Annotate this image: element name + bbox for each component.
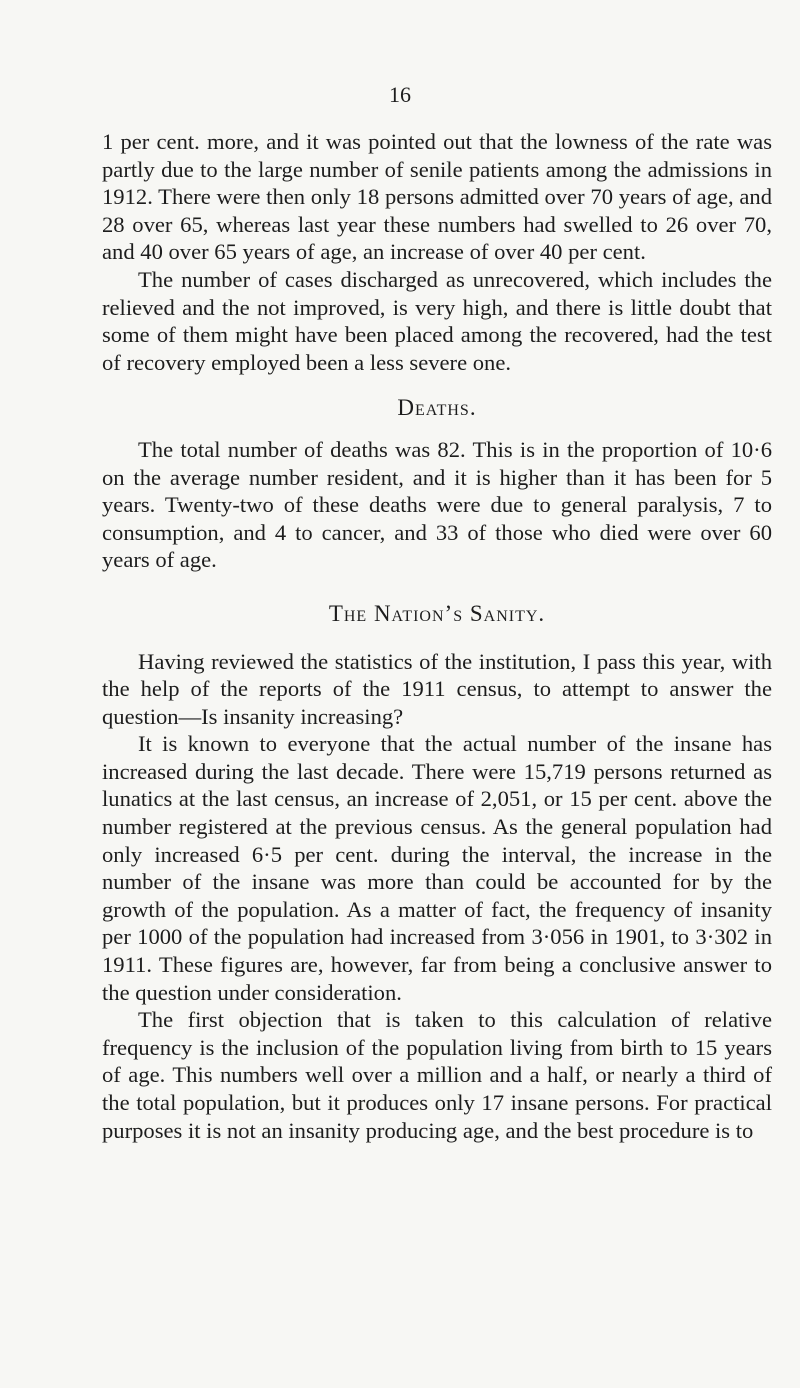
paragraph-sanity-1: Having reviewed the statistics of the institution, I pass this year, with the help of the reports of the 1911 census, to attempt to answer the question—Is insanity increasing? — [102, 648, 772, 729]
paragraph-deaths: The total number of deaths was 82. This is in the proportion of 10·6 on the average number resident, and it is higher than it has been for 5 years. Twenty-two of these deaths were due to general paralysis, 7 to consumption, and 4 to cancer, and 33 of those who died were over 60 years of age. — [102, 436, 772, 573]
section-heading-deaths: Deaths. — [397, 395, 477, 421]
paragraph-intro-2: The number of cases discharged as unrecovered, which includes the relieved and the not improved, is very high, and there is little doubt that some of them might have been placed among the recovered, had the test of recovery employed been a less severe one. — [102, 266, 772, 375]
paragraph-sanity-3: The first objection that is taken to this calculation of relative frequency is the inclusion of the population living from birth to 15 years of age. This numbers well over a million and a half, or nearly a third of the total population, but it produces only 17 insane persons. For practical purposes it is not an insanity producing age, and the best procedure is to — [102, 1007, 772, 1143]
page-body — [102, 128, 772, 1144]
page-number: 16 — [389, 82, 411, 107]
section-heading-nations-sanity: The Nation’s Sanity. — [328, 600, 546, 626]
paragraph-sanity-2: It is known to everyone that the actual number of the insane has increased during the last decade. There were 15,719 persons returned as lunatics at the last census, an increase of 2,051, or 15 per cent. above the number registered at the previous census. As the general population had only increased 6·5 per cent. during the interval, the increase in the number of the insane was more than could be accounted for by the growth of the population. As a matter of fact, the frequency of insanity per 1000 of the population had increased from 3·056 in 1901, to 3·302 in 1911. These figures are, however, far from being a conclusive answer to the question under consideration. — [102, 731, 772, 1005]
paragraph-intro-1: 1 per cent. more, and it was pointed out that the lowness of the rate was partly due to the large number of senile patients among the admissions in 1912. There were then only 18 persons admitted over 70 years of age, and 28 over 65, whereas last year these numbers had swelled to 26 over 70, and 40 over 65 years of age, an increase of over 40 per cent. — [102, 129, 772, 265]
